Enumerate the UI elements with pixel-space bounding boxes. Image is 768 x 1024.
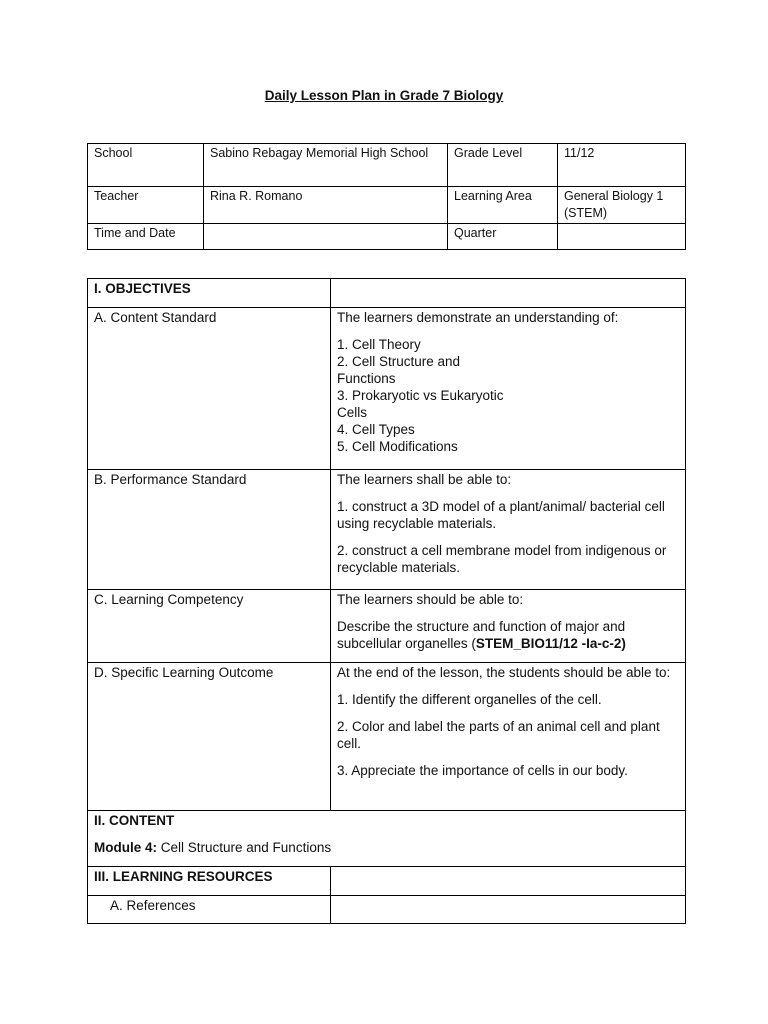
learning-competency-cell xyxy=(331,590,686,663)
info-row-teacher xyxy=(88,187,686,224)
list-item: 1. Cell Theory xyxy=(337,337,421,352)
performance-standard-row xyxy=(88,470,686,590)
learning-competency-intro: The learners should be able to: xyxy=(337,592,524,607)
content-standard-list xyxy=(337,336,679,455)
learning-competency-label: C. Learning Competency xyxy=(88,590,331,663)
grade-level-label: Grade Level xyxy=(448,144,558,187)
resources-heading-row xyxy=(88,867,686,896)
performance-standard-label: B. Performance Standard xyxy=(88,470,331,590)
lesson-plan-table xyxy=(87,278,686,924)
list-item: 3. Prokaryotic vs Eukaryotic xyxy=(337,388,504,403)
time-date-value xyxy=(204,224,448,250)
list-item: 2. Cell Structure and xyxy=(337,354,461,369)
list-item: Functions xyxy=(337,371,396,386)
school-label: School xyxy=(88,144,204,187)
learning-competency-text xyxy=(337,618,679,652)
list-item: Cells xyxy=(337,405,368,420)
teacher-label: Teacher xyxy=(88,187,204,224)
competency-code: STEM_BIO11/12 -Ia-c-2) xyxy=(475,636,626,651)
content-standard-cell xyxy=(331,308,686,470)
list-item: 2. construct a cell membrane model from indigenous or recyclable materials. xyxy=(337,543,667,575)
references-blank xyxy=(331,896,686,924)
learning-area-label: Learning Area xyxy=(448,187,558,224)
specific-outcome-intro: At the end of the lesson, the students should be able to: xyxy=(337,665,671,680)
list-item: 4. Cell Types xyxy=(337,422,415,437)
list-item: 1. Identify the different organelles of the cell. xyxy=(337,692,602,707)
content-standard-label: A. Content Standard xyxy=(88,308,331,470)
content-heading: II. CONTENT xyxy=(94,813,175,828)
references-row xyxy=(88,896,686,924)
list-item: 1. construct a 3D model of a plant/animal/ bacterial cell using recyclable materials. xyxy=(337,499,665,531)
quarter-value xyxy=(558,224,686,250)
content-standard-intro: The learners demonstrate an understanding of: xyxy=(337,310,619,325)
page-title: Daily Lesson Plan in Grade 7 Biology xyxy=(264,88,504,103)
specific-outcome-label: D. Specific Learning Outcome xyxy=(88,663,331,811)
performance-standard-cell xyxy=(331,470,686,590)
content-standard-row xyxy=(88,308,686,470)
specific-outcome-cell xyxy=(331,663,686,811)
list-item: 3. Appreciate the importance of cells in our body. xyxy=(337,763,628,778)
references-label: A. References xyxy=(88,896,331,924)
school-value: Sabino Rebagay Memorial High School xyxy=(204,144,448,187)
learning-area-value: General Biology 1 (STEM) xyxy=(558,187,686,224)
specific-outcome-row xyxy=(88,663,686,811)
time-date-label: Time and Date xyxy=(88,224,204,250)
objectives-heading-blank xyxy=(331,279,686,308)
info-row-time xyxy=(88,224,686,250)
module-title: Cell Structure and Functions xyxy=(157,840,332,855)
objectives-heading: I. OBJECTIVES xyxy=(88,279,331,308)
info-row-school xyxy=(88,144,686,187)
teacher-value: Rina R. Romano xyxy=(204,187,448,224)
grade-level-value: 11/12 xyxy=(558,144,686,187)
list-item: 2. Color and label the parts of an animal cell and plant cell. xyxy=(337,719,660,751)
list-item: 5. Cell Modifications xyxy=(337,439,458,454)
resources-heading: III. LEARNING RESOURCES xyxy=(88,867,331,896)
content-cell xyxy=(88,811,686,867)
learning-competency-row xyxy=(88,590,686,663)
competency-description: Describe the structure and function of major and subcellular organelles ( xyxy=(337,619,626,651)
quarter-label: Quarter xyxy=(448,224,558,250)
resources-heading-blank xyxy=(331,867,686,896)
objectives-heading-row xyxy=(88,279,686,308)
info-table xyxy=(87,143,686,250)
performance-standard-intro: The learners shall be able to: xyxy=(337,472,512,487)
module-line xyxy=(94,839,679,856)
content-row xyxy=(88,811,686,867)
module-label: Module 4: xyxy=(94,840,157,855)
